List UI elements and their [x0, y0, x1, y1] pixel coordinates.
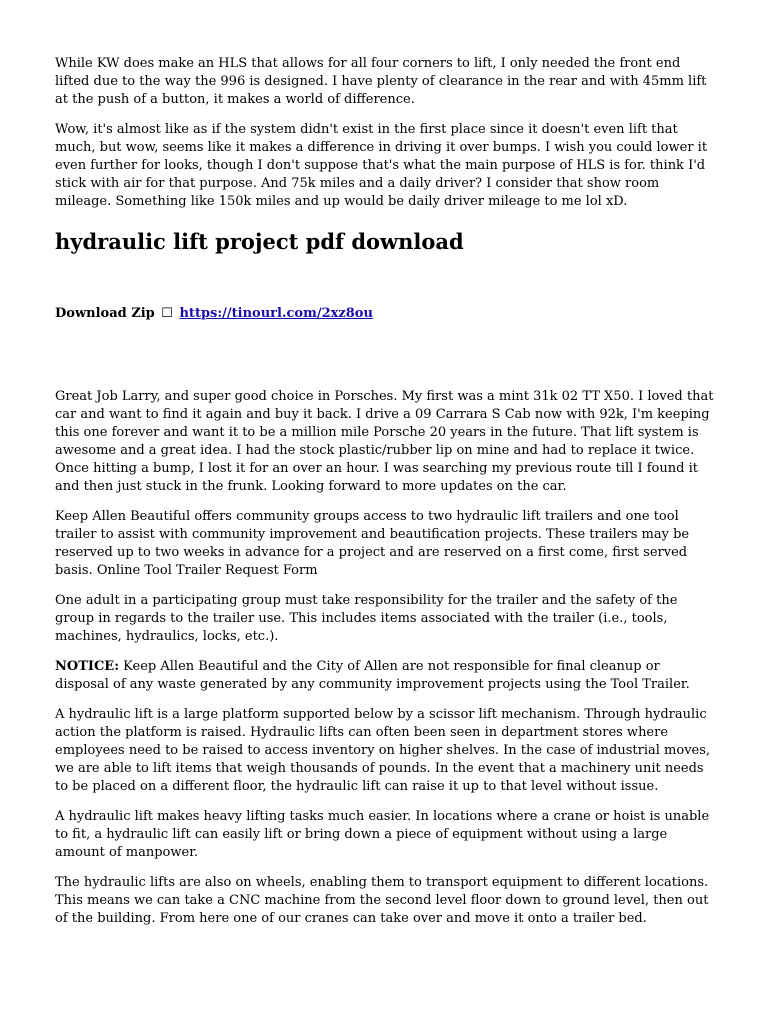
page-heading: hydraulic lift project pdf download: [55, 229, 464, 254]
document-page: [55, 55, 717, 940]
body-paragraph: While KW does make an HLS that allows for all four corners to lift, I only needed the front end lifted due to the way the 996 is designed. I have plenty of clearance in the rear and with 45mm lift at the push of a button, it makes a world of difference.: [55, 56, 707, 107]
body-paragraph: One adult in a participating group must take responsibility for the trailer and the safety of the group in regards to the trailer use. This includes items associated with the trailer (i.e., tools, machines, hydraulics, locks, etc.).: [55, 593, 678, 644]
download-label: Download Zip: [55, 306, 155, 321]
body-paragraph: Great Job Larry, and super good choice in Porsches. My first was a mint 31k 02 TT X50. I loved that car and want to find it again and buy it back. I drive a 09 Carrara S Cab now with 92k, I'm keeping this one forever and want it to be a million mile Porsche 20 years in the future. That lift system is awesome and a great idea. I had the stock plastic/rubber lip on mine and had to replace it twice. Once hitting a bump, I lost it for an over an hour. I was searching my previous route till I found it and then just stuck in the frunk. Looking forward to more updates on the car.: [55, 389, 714, 494]
download-line: [55, 305, 717, 323]
body-paragraph: A hydraulic lift makes heavy lifting tasks much easier. In locations where a crane or hoist is unable to fit, a hydraulic lift can easily lift or bring down a piece of equipment without using a large amount of manpower.: [55, 809, 710, 860]
notice-text: Keep Allen Beautiful and the City of Allen are not responsible for final cleanup or disposal of any waste generated by any community improvement projects using the Tool Trailer.: [55, 659, 690, 692]
download-link[interactable]: https://tinourl.com/2xz8ou: [179, 306, 373, 321]
body-paragraph: Wow, it's almost like as if the system didn't exist in the first place since it doesn't even lift that much, but wow, seems like it makes a difference in driving it over bumps. I wish you could lower it even further for looks, though I don't suppose that's what the main purpose of HLS is for. think I'd stick with air for that purpose. And 75k miles and a daily driver? I consider that show room mileage. Something like 150k miles and up would be daily driver mileage to me lol xD.: [55, 122, 708, 209]
body-paragraph: Keep Allen Beautiful offers community groups access to two hydraulic lift trailers and one tool trailer to assist with community improvement and beautification projects. These trailers may be reserved up to two weeks in advance for a project and are reserved on a first come, first served basis. Online Tool Trailer Request Form: [55, 509, 690, 578]
body-paragraph: The hydraulic lifts are also on wheels, enabling them to transport equipment to different locations. This means we can take a CNC machine from the second level floor down to ground level, then out of the building. From here one of our cranes can take over and move it onto a trailer bed.: [55, 875, 709, 926]
body-paragraph: A hydraulic lift is a large platform supported below by a scissor lift mechanism. Through hydraulic action the platform is raised. Hydraulic lifts can often been seen in department stores where employees need to be raised to access inventory on higher shelves. In the case of industrial moves, we are able to lift items that weigh thousands of pounds. In the event that a machinery unit needs to be placed on a different floor, the hydraulic lift can raise it up to that level without issue.: [55, 707, 711, 794]
spacer: [55, 323, 717, 388]
notice-label: NOTICE:: [55, 659, 120, 674]
notice-paragraph: [55, 658, 717, 694]
arrow-icon: ☐: [161, 306, 173, 321]
